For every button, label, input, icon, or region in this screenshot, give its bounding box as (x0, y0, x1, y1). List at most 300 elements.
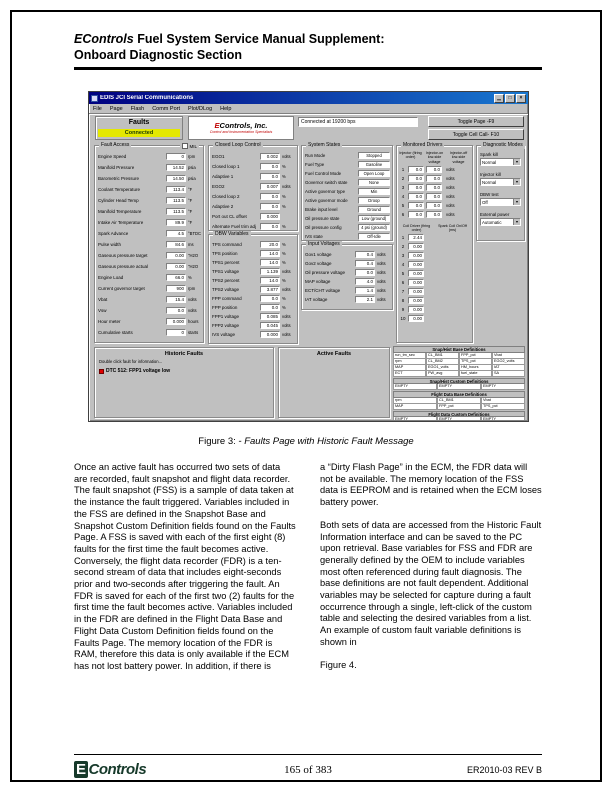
menu-item[interactable]: Flash (130, 105, 145, 112)
row-unit: volts (377, 261, 386, 266)
row-label: Fuel Type (305, 162, 325, 167)
value-field: 900 (166, 285, 186, 292)
row-label: Hour meter (98, 319, 121, 324)
row-label: Coolant Temperature (98, 187, 140, 192)
coil-number: 4 (401, 262, 405, 268)
body-text (74, 462, 542, 673)
coil-row (397, 233, 472, 242)
row-unit: volts (446, 175, 455, 181)
telemetry-row (95, 239, 203, 250)
coil-row (397, 269, 472, 278)
menu-item[interactable]: File (93, 105, 102, 112)
row-unit: psia (188, 176, 196, 181)
value-field: 0.085 (260, 313, 280, 320)
diag-mode-group (477, 206, 524, 226)
row-unit: % (282, 296, 286, 301)
state-value-field: None (358, 179, 390, 186)
telemetry-row (209, 161, 297, 171)
definition-cell[interactable]: MAP (393, 365, 426, 371)
row-label: TPS command (212, 242, 242, 247)
mode-label: Spark kill (480, 152, 498, 157)
flight-custom-definitions (393, 411, 525, 421)
definition-cell[interactable]: EMPTY (481, 384, 525, 390)
definition-cell[interactable]: rpm (393, 359, 426, 365)
telemetry-row (95, 151, 203, 162)
telemetry-row (302, 250, 392, 259)
row-label: Closed loop 1 (212, 163, 240, 169)
row-unit: volts (446, 184, 455, 190)
value-field: 3.877 (260, 286, 280, 293)
definition-cell[interactable]: MAP (393, 404, 437, 410)
value-field: 14.0 (260, 259, 280, 266)
figure-caption (12, 436, 600, 447)
chevron-down-icon[interactable] (513, 199, 520, 205)
row-unit: volts (188, 297, 197, 302)
definition-cell[interactable]: Vbat (492, 353, 525, 359)
row-unit: volts (377, 252, 386, 257)
injector-on-value: 0.0 (408, 193, 424, 200)
coil-value: 0.00 (408, 252, 424, 259)
definition-cell[interactable]: ECT (393, 371, 426, 377)
row-label: TPS position (212, 251, 238, 256)
paragraph: a “Dirty Flash Page” in the ECM, the FDR data will not be available. The memory location of the FSS data is EEPROM and is retained when the ECM loses battery power. (320, 462, 542, 508)
panel-title: Active Faults (316, 351, 352, 357)
econtrols-footer-logo (74, 761, 146, 778)
telemetry-row (95, 228, 203, 239)
telemetry-row (209, 330, 297, 339)
row-unit: % (282, 278, 286, 283)
page-name: Faults (128, 119, 150, 126)
injector-off-value: 0.0 (426, 184, 442, 191)
row-label: Engine Speed (98, 154, 127, 159)
row-label: Active governor type (305, 189, 346, 194)
injector-on-value: 0.0 (408, 184, 424, 191)
telemetry-row (209, 276, 297, 285)
coil-number: 7 (401, 289, 405, 295)
row-unit: °F (188, 220, 193, 225)
row-unit: "H2O (188, 253, 199, 258)
value-field: 0.000 (166, 318, 186, 325)
coil-row (397, 251, 472, 260)
telemetry-row (95, 316, 203, 327)
mode-label: External power (480, 212, 510, 217)
value-field: 0 (166, 329, 186, 336)
value-field: 66.0 (166, 274, 186, 281)
value-field: 4.5 (166, 230, 186, 237)
value-field: 84.6 (166, 241, 186, 248)
row-unit: % (188, 275, 192, 280)
telemetry-row (302, 295, 392, 304)
telemetry-row (95, 184, 203, 195)
chevron-down-icon[interactable] (513, 159, 520, 165)
historic-fault-item[interactable] (99, 368, 269, 374)
panel-title: Historic Faults (164, 351, 204, 357)
definition-cell[interactable]: rpm (393, 398, 437, 404)
mode-value: Automatic (482, 219, 502, 225)
chevron-down-icon[interactable] (513, 179, 520, 185)
telemetry-row (302, 259, 392, 268)
mode-dropdown[interactable] (480, 178, 521, 186)
state-value-field: Off-Idle (358, 233, 390, 240)
injector-off-value: 0.0 (426, 211, 442, 218)
coil-row (397, 314, 472, 323)
definition-cell[interactable]: HM_hours (459, 365, 492, 371)
telemetry-row (95, 206, 203, 217)
value-field: 0.002 (260, 153, 280, 160)
coil-number: 10 (400, 316, 406, 322)
telemetry-row (95, 261, 203, 272)
value-field: 0.00 (166, 263, 186, 270)
injector-on-value: 0.0 (408, 211, 424, 218)
row-label: Current governor target (98, 286, 145, 291)
definition-cell[interactable]: CL_BM1 (437, 398, 481, 404)
row-label: EGO1 (212, 153, 225, 159)
row-label: Port out CL offset (212, 213, 247, 219)
row-label: Gov2 voltage (305, 261, 332, 266)
panel-historic-faults (94, 347, 274, 418)
injector-number: 6 (401, 211, 405, 217)
coil-number: 3 (401, 253, 405, 259)
logo-e-mark: E (76, 761, 86, 778)
coil-row (397, 260, 472, 269)
row-unit: volts (446, 193, 455, 199)
coil-value: 0.00 (408, 243, 424, 250)
telemetry-row (95, 327, 203, 338)
mode-dropdown[interactable] (480, 198, 521, 206)
row-label: Oil pressure config (305, 225, 342, 230)
row-unit: % (282, 173, 286, 179)
injector-column-headers: Injector (firing order) Injector-on low-side voltage Injector-off low-side voltage (399, 151, 468, 164)
row-label: TPS1 percent (212, 260, 240, 265)
panel-title: Input Voltages (308, 241, 340, 247)
row-label: Engine Load (98, 275, 124, 280)
coil-number: 6 (401, 280, 405, 286)
row-label: Alternate Fuel trim adj (212, 223, 257, 229)
paragraph: Both sets of data are accessed from the Historic Fault Information interface and can be saved to the PC upon retrieval. Base variables for FSS and FDR are generally defined by the OEM to include variables most often referenced during fault diagnosis. The base definitions are not fault dependent. Additional variables may be selected for capture during a fault occurrence through a single, left-click of the custom table and selecting the desired variables from a list. An example of custom fault variable definitions is shown in (320, 519, 542, 647)
telemetry-row (95, 305, 203, 316)
row-label: Vbat (98, 297, 108, 302)
telemetry-row (95, 294, 203, 305)
row-label: Active governor mode (305, 198, 348, 203)
coil-value: 0.00 (408, 261, 424, 268)
value-field: 0.0 (260, 193, 280, 200)
doc-title (74, 32, 542, 48)
coil-number: 1 (401, 235, 405, 241)
menu-item[interactable]: Help (220, 105, 232, 112)
coil-number: 2 (401, 244, 405, 250)
value-field: 4.0 (355, 278, 375, 285)
row-label: Fuel Control Mode (305, 171, 342, 176)
row-unit: volts (446, 166, 455, 172)
injector-row (397, 174, 472, 183)
telemetry-row (95, 283, 203, 294)
caption-prefix: Figure 3: (198, 436, 239, 447)
row-unit: % (282, 251, 286, 256)
toggle-cell-button[interactable]: Toggle Cell Call- F10 (428, 129, 524, 140)
state-row (302, 178, 392, 187)
value-field: 0.0 (355, 269, 375, 276)
state-value-field: Ground (358, 206, 390, 213)
menu-item[interactable]: Plot/DLog (188, 105, 213, 112)
row-label: IVS state (305, 234, 323, 239)
value-field: 113.4 (166, 186, 186, 193)
mode-dropdown[interactable] (480, 218, 521, 226)
value-field: 0 (166, 153, 186, 160)
definition-cell[interactable]: TPS_pct (459, 359, 492, 365)
panel-title: Closed Loop Control (215, 142, 261, 148)
row-unit: °F (188, 209, 193, 214)
telemetry-row (302, 277, 392, 286)
page-indicator (95, 116, 183, 140)
panel-dbw-variables (208, 231, 298, 344)
row-label: ECT/CHT voltage (305, 288, 341, 293)
value-field: 0.0 (260, 295, 280, 302)
row-unit: volts (377, 288, 386, 293)
row-label: EGO2 (212, 183, 225, 189)
row-label: FPP2 voltage (212, 323, 240, 328)
telemetry-row (95, 173, 203, 184)
definition-cell[interactable]: run_tm_sec (393, 353, 426, 359)
row-unit: ms (188, 242, 194, 247)
row-unit: volts (377, 297, 386, 302)
logo-wordmark: Controls (88, 761, 147, 778)
row-label: Manifold Temperature (98, 209, 142, 214)
definition-cell[interactable]: Vbat (481, 398, 525, 404)
row-label: Run Mode (305, 153, 326, 158)
app-window (88, 91, 529, 422)
coil-column-headers: Coil Driver (firing order) Spark Coil On/Off (ms) (402, 223, 467, 232)
row-label: IVS voltage (212, 332, 236, 337)
fault-text: DTC 512: FPP1 voltage low (106, 368, 171, 374)
row-unit: hours (188, 319, 199, 324)
injector-row (397, 210, 472, 219)
row-label: Closed loop 2 (212, 193, 240, 199)
body-column-1: Once an active fault has occurred two sets of data are recorded, fault snapshot and flight data recorder. The fault snapshot (FSS) is a sample of data taken at the instance the fault triggered. Variables included in the FSS are defined in the Snapshot Base and Snapshot Custom Definition fields found on the Faults Page. A FSS is saved with each of the first eight (8) faults for the first time the fault becomes active. Conversely, the flight data recorder (FDR) is a ten-second stream of data that includes eight-seconds prior and two-seconds after triggering the fault. An FDR is saved for each of the first two (2) faults for the first time the fault becomes active. Variables included in the FDR are defined in the Flight Data Base and Flight Data Custom Definition fields found on the Faults Page. The memory location of the FDR is RAM, therefore this data is only available if the ECM has not lost battery power. In addition, if there is (74, 462, 296, 671)
coil-row (397, 296, 472, 305)
row-label: Gaseous pressure target (98, 253, 148, 258)
definition-cell[interactable]: EGO2_volts (492, 359, 525, 365)
injector-number: 3 (401, 184, 405, 190)
coil-value: 2.44 (408, 234, 424, 241)
row-label: MAP voltage (305, 279, 331, 284)
table-title: Flight Data Custom Definitions (393, 411, 525, 418)
logo-e: E (214, 121, 220, 130)
injector-row (397, 165, 472, 174)
mode-dropdown[interactable] (480, 158, 521, 166)
value-field: 1.139 (260, 268, 280, 275)
row-unit: volts (282, 183, 291, 189)
page-number: 165 of 383 (284, 764, 332, 776)
row-label: Gov1 voltage (305, 252, 332, 257)
definition-cell[interactable]: EMPTY (437, 384, 481, 390)
chevron-down-icon[interactable] (513, 219, 520, 225)
definition-cell[interactable]: PW_avg (426, 371, 459, 377)
value-field: 0.007 (260, 183, 280, 190)
injector-off-value: 0.0 (426, 202, 442, 209)
coil-row (397, 242, 472, 251)
coil-value: 0.00 (408, 288, 424, 295)
injector-on-value: 0.0 (408, 166, 424, 173)
value-field: 89.9 (166, 219, 186, 226)
coil-row (397, 305, 472, 314)
diag-mode-group (477, 186, 524, 206)
definition-cell[interactable]: FPP_pct (459, 353, 492, 359)
doc-reference: ER2010-03 REV B (466, 765, 542, 775)
definition-cell[interactable]: IAT (492, 365, 525, 371)
value-field: 0.045 (260, 322, 280, 329)
row-label: Spark Advance (98, 231, 129, 236)
telemetry-row (95, 162, 203, 173)
coil-value: 0.00 (408, 306, 424, 313)
value-field: 14.50 (166, 175, 186, 182)
state-row (302, 223, 392, 232)
definition-cell[interactable]: SA (492, 371, 525, 377)
telemetry-row (209, 221, 297, 231)
header-rule (74, 67, 542, 70)
close-icon[interactable] (516, 94, 526, 103)
injector-row (397, 201, 472, 210)
row-unit: volts (282, 314, 291, 319)
definition-cell[interactable]: CL_BM1 (426, 353, 459, 359)
state-row (302, 196, 392, 205)
definition-cell[interactable]: EMPTY (437, 417, 481, 420)
definition-cell[interactable]: EMPTY (393, 417, 437, 420)
telemetry-row (95, 217, 203, 228)
telemetry-row (209, 267, 297, 276)
state-row (302, 151, 392, 160)
telemetry-row (209, 294, 297, 303)
state-row (302, 187, 392, 196)
fault-indicator-icon (99, 369, 104, 374)
app-icon (91, 95, 98, 102)
row-label: Vsw (98, 308, 107, 313)
value-field: 0.0 (260, 304, 280, 311)
row-unit: volts (188, 308, 197, 313)
logo-tagline: Control and Instrumentation Specialists (209, 130, 273, 134)
paragraph: Figure 4. (320, 659, 357, 670)
row-label: Cylinder Head Temp (98, 198, 139, 203)
row-label: Pulse width (98, 242, 122, 247)
maximize-icon[interactable] (505, 94, 515, 103)
row-unit: volts (282, 332, 291, 337)
state-value-field: Gasoline (358, 161, 390, 168)
value-field: 14.52 (166, 164, 186, 171)
injector-off-value: 0.0 (426, 193, 442, 200)
state-value-field: 4 psi (ground) (358, 224, 390, 231)
toggle-page-button[interactable]: Toggle Page -F9 (428, 116, 524, 127)
row-label: TPS2 percent (212, 278, 240, 283)
injector-on-value: 0.0 (408, 202, 424, 209)
state-value-field: Stopped (358, 152, 390, 159)
page-border (10, 10, 602, 782)
panel-title: Fault Access (101, 142, 130, 148)
row-label: FPP position (212, 305, 238, 310)
doc-subtitle: Onboard Diagnostic Section (74, 47, 243, 62)
table-title: Flight Data Base Definitions (393, 391, 525, 398)
row-unit: volts (446, 202, 455, 208)
definition-cell[interactable]: EMPTY (393, 384, 437, 390)
minimize-icon[interactable] (494, 94, 504, 103)
row-label: Barometric Pressure (98, 176, 140, 181)
telemetry-row (95, 195, 203, 206)
telemetry-row (209, 211, 297, 221)
row-unit: volts (282, 323, 291, 328)
telemetry-row (209, 258, 297, 267)
state-value-field: Low (ground) (358, 215, 390, 222)
coil-value: 0.00 (408, 279, 424, 286)
snap-custom-definitions (393, 378, 525, 391)
row-label: FPP1 voltage (212, 314, 240, 319)
coil-number: 9 (401, 307, 405, 313)
row-unit: °BTDC (188, 231, 201, 236)
definition-cell[interactable]: EGO1_volts (426, 365, 459, 371)
mode-value: Off (482, 199, 488, 205)
row-unit: rpm (188, 154, 196, 159)
row-unit: °F (188, 187, 193, 192)
definition-cell[interactable]: CL_BM2 (426, 359, 459, 365)
value-field: 20.0 (260, 241, 280, 248)
state-row (302, 214, 392, 223)
definition-cell[interactable]: EMPTY (481, 417, 525, 420)
state-row (302, 169, 392, 178)
table-title: Snap/Hist Custom Definitions (393, 378, 525, 385)
row-unit: % (282, 242, 286, 247)
telemetry-row (95, 272, 203, 283)
injector-off-value: 0.0 (426, 166, 442, 173)
row-unit: % (282, 305, 286, 310)
row-label: TPS2 voltage (212, 287, 240, 292)
app-title: EDIS JCI Serial Communications (100, 95, 194, 101)
doc-footer (74, 754, 542, 776)
panel-input-voltages (301, 241, 393, 310)
row-unit: volts (377, 270, 386, 275)
definition-cell[interactable]: FPP_pct (437, 404, 481, 410)
menu-item[interactable]: Page (109, 105, 123, 112)
definition-cell[interactable]: TPS_pct (481, 404, 525, 410)
mode-value: Normal (482, 179, 497, 185)
telemetry-row (209, 240, 297, 249)
app-title-bar[interactable] (89, 92, 528, 104)
mil-indicator: MIL (180, 143, 199, 150)
value-field: 14.0 (260, 250, 280, 257)
row-unit: % (282, 163, 286, 169)
panel-system-states (301, 142, 393, 241)
panel-fault-access (94, 142, 204, 343)
menu-item[interactable]: Comm Port (152, 105, 180, 112)
row-unit: starts (188, 330, 199, 335)
connection-status-badge: Connected (98, 129, 180, 137)
definition-cell[interactable]: fuel_state (459, 371, 492, 377)
mode-value: Normal (482, 159, 497, 165)
state-row (302, 160, 392, 169)
app-client-area (89, 114, 528, 421)
value-field: 0.00 (166, 252, 186, 259)
flight-base-definitions (393, 391, 525, 410)
telemetry-row (209, 249, 297, 258)
telemetry-row (209, 201, 297, 211)
value-field: 0.0 (260, 223, 280, 230)
row-unit: % (282, 223, 286, 229)
row-unit: °F (188, 198, 193, 203)
mode-label: Injector kill (480, 172, 501, 177)
logo-name: Controls, Inc. (219, 121, 268, 130)
row-unit: volts (446, 211, 455, 217)
row-unit: rpm (188, 286, 196, 291)
row-label: Gaseous pressure actual (98, 264, 149, 269)
doc-header (74, 32, 542, 70)
telemetry-row (302, 268, 392, 277)
value-field: 0.000 (260, 213, 280, 220)
